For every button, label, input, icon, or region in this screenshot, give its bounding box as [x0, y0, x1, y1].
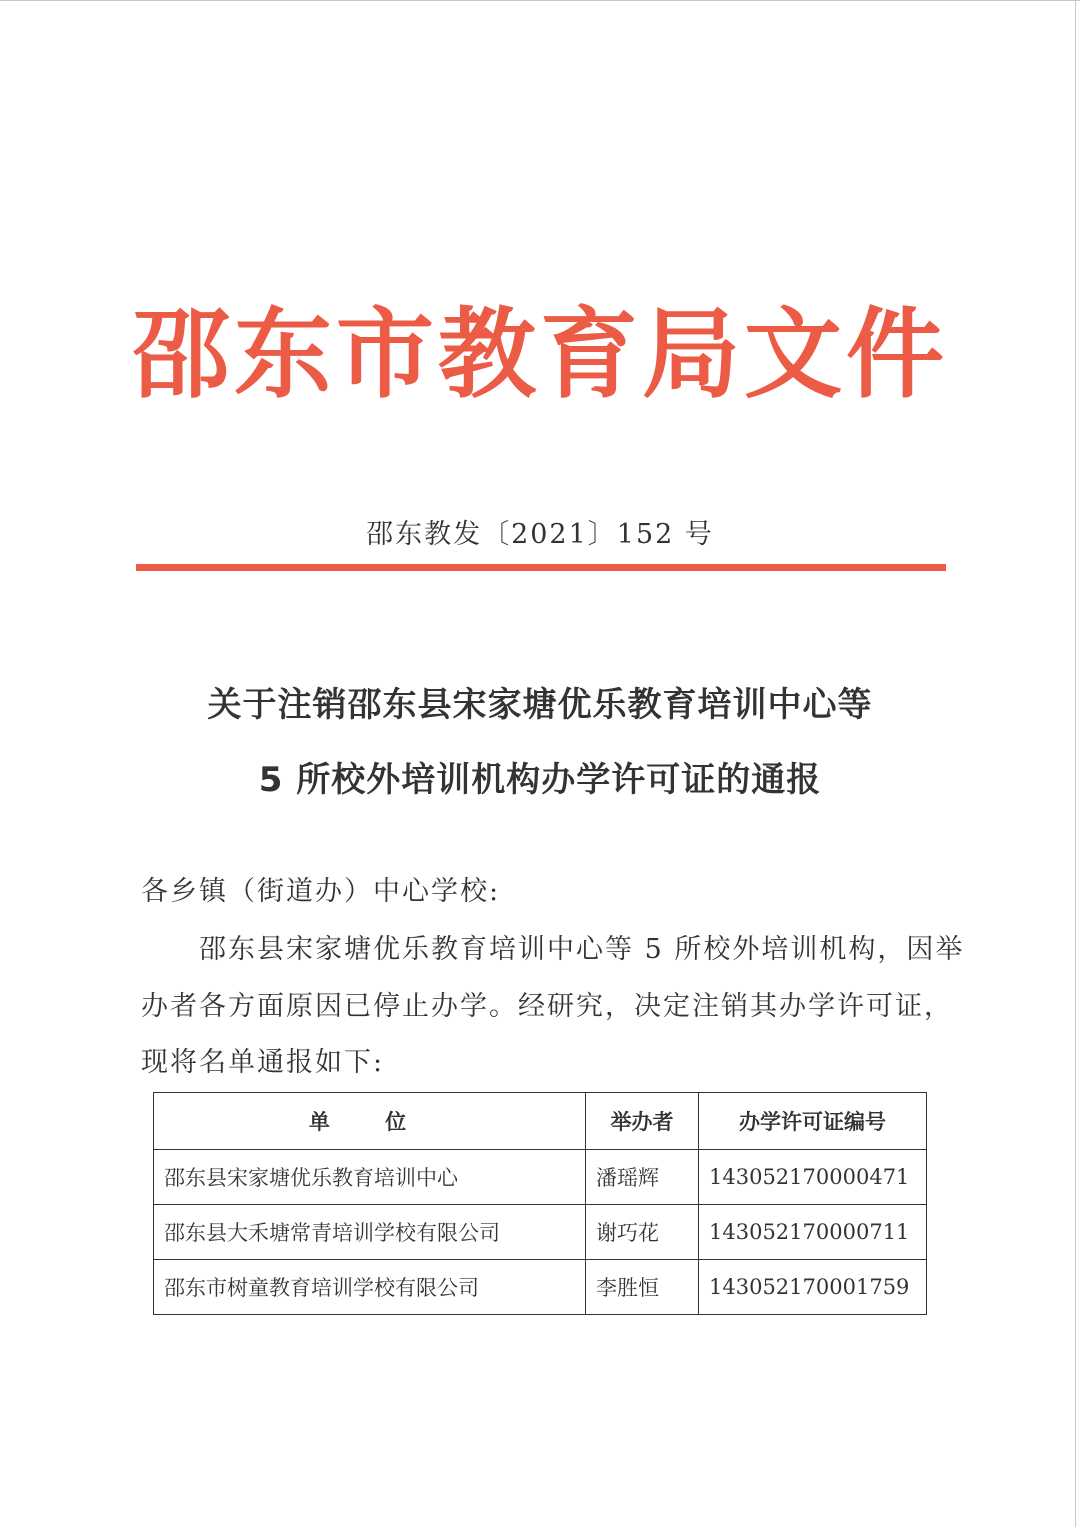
- header-organizer: 举办者: [586, 1093, 699, 1150]
- cell-license-number: 143052170000471: [699, 1150, 927, 1205]
- paragraph-line-1: 邵东县宋家塘优乐教育培训中心等 5 所校外培训机构，因举: [199, 934, 965, 965]
- cell-organizer: 李胜恒: [586, 1260, 699, 1315]
- license-table: [153, 1092, 927, 1315]
- table-row: [154, 1260, 927, 1315]
- cell-license-number: 143052170000711: [699, 1205, 927, 1260]
- red-divider-line: [136, 564, 946, 571]
- cell-unit: 邵东县大禾塘常青培训学校有限公司: [154, 1205, 586, 1260]
- table-row: [154, 1205, 927, 1260]
- table-row: [154, 1150, 927, 1205]
- header-unit: 单 位: [154, 1093, 586, 1150]
- salutation: 各乡镇（街道办）中心学校:: [141, 876, 501, 907]
- paragraph-line-3: 现将名单通报如下:: [141, 1047, 385, 1078]
- cell-unit: 邵东市树童教育培训学校有限公司: [154, 1260, 586, 1315]
- subject-line-2: 5 所校外培训机构办学许可证的通报: [258, 760, 822, 800]
- paragraph-line-2: 办者各方面原因已停止办学。经研究，决定注销其办学许可证，: [141, 991, 953, 1022]
- cell-organizer: 谢巧花: [586, 1205, 699, 1260]
- cell-unit: 邵东县宋家塘优乐教育培训中心: [154, 1150, 586, 1205]
- table-header-row: [154, 1093, 927, 1150]
- document-header-title: 邵东市教育局文件: [131, 298, 948, 412]
- cell-organizer: 潘瑶辉: [586, 1150, 699, 1205]
- scan-edge-top: [0, 0, 1080, 1]
- subject-line-1: 关于注销邵东县宋家塘优乐教育培训中心等: [207, 685, 873, 725]
- document-number: 邵东教发〔2021〕152 号: [366, 519, 714, 550]
- header-license-number: 办学许可证编号: [699, 1093, 927, 1150]
- cell-license-number: 143052170001759: [699, 1260, 927, 1315]
